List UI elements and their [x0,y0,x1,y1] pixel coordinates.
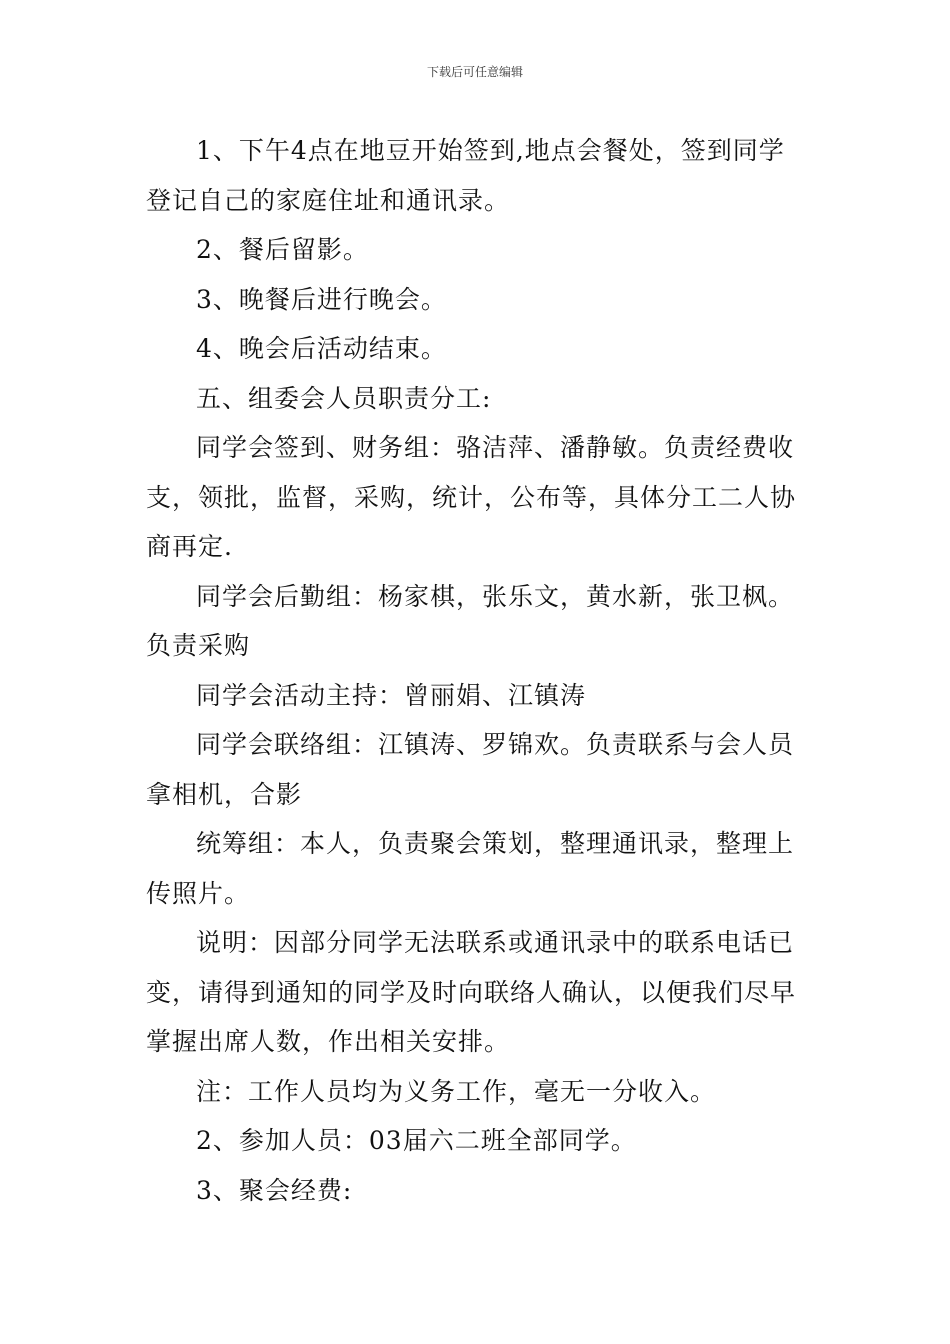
paragraph-evening-party: 3、晚餐后进行晚会。 [196,284,447,314]
document-body [146,126,806,1215]
paragraph-funding: 3、聚会经费: [196,1175,353,1205]
paragraph-note-volunteer: 注：工作人员均为义务工作，毫无一分收入。 [196,1076,717,1106]
paragraph-note-contact: 说明：因部分同学无法联系或通讯录中的联系电话已变，请得到通知的同学及时向联络人确认，以便我们尽早掌握出席人数，作出相关安排。 [146,928,797,1056]
section-heading-duties: 五、组委会人员职责分工: [196,383,492,413]
paragraph-logistics-group: 同学会后勤组：杨家棋，张乐文，黄水新，张卫枫。负责采购 [146,581,795,660]
paragraph-signin: 1、下午4点在地豆开始签到,地点会餐处，签到同学登记自己的家庭住址和通讯录。 [146,136,785,215]
page-header: 下载后可任意编辑 [426,65,523,79]
paragraph-photo: 2、餐后留影。 [196,235,369,264]
paragraph-activity-end: 4、晚会后活动结束。 [196,334,447,363]
paragraph-liaison-group: 同学会联络组：江镇涛、罗锦欢。负责联系与会人员拿相机，合影 [146,730,795,809]
paragraph-coordination-group: 统筹组：本人，负责聚会策划，整理通讯录，整理上传照片。 [146,829,795,908]
paragraph-host: 同学会活动主持：曾丽娟、江镇涛 [196,680,587,710]
paragraph-participants: 2、参加人员：03届六二班全部同学。 [196,1126,637,1155]
paragraph-finance-group: 同学会签到、财务组：骆洁萍、潘静敏。负责经费收支，领批，监督，采购，统计，公布等，具体分工二人协商再定. [146,433,797,561]
